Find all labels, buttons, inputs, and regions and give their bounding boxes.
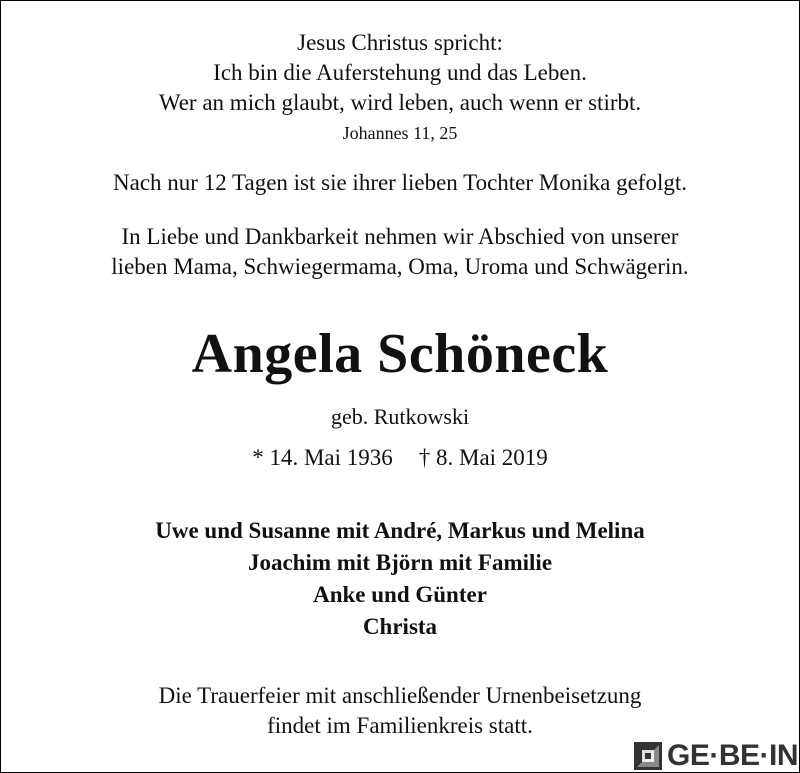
verse-reference: Johannes 11, 25 — [342, 123, 458, 143]
gebein-logo — [633, 741, 798, 771]
verse-line-2: Wer an mich glaubt, wird leben, auch wenn er stirbt. — [158, 90, 642, 115]
verse-intro: Jesus Christus spricht: — [297, 30, 503, 55]
verse-line-1: Ich bin die Auferstehung und das Leben. — [213, 60, 587, 85]
farewell-line-1: In Liebe und Dankbarkeit nehmen wir Abschied von unserer — [121, 224, 679, 249]
death-date: † 8. Mai 2019 — [418, 445, 548, 470]
mourner-line-1: Uwe und Susanne mit André, Markus und Melina — [155, 518, 645, 543]
gebein-logo-mark-icon — [633, 741, 663, 771]
mourner-line-2: Joachim mit Björn mit Familie — [247, 550, 553, 575]
birth-date: * 14. Mai 1936 — [252, 445, 393, 470]
notice-text: Nach nur 12 Tagen ist sie ihrer lieben Tochter Monika gefolgt. — [113, 170, 687, 195]
mourner-line-4: Christa — [362, 614, 438, 639]
ceremony-line-1: Die Trauerfeier mit anschließender Urnenbeisetzung — [158, 683, 642, 708]
farewell-line-2: lieben Mama, Schwiegermama, Oma, Uroma und Schwägerin. — [111, 254, 689, 279]
gebein-logo-text: GE·BE·IN — [667, 739, 798, 772]
life-dates — [0, 445, 800, 471]
mourner-line-3: Anke und Günter — [313, 582, 487, 607]
maiden-name: geb. Rutkowski — [330, 404, 470, 429]
ceremony-line-2: findet im Familienkreis statt. — [267, 713, 533, 738]
deceased-name: Angela Schöneck — [191, 323, 609, 385]
